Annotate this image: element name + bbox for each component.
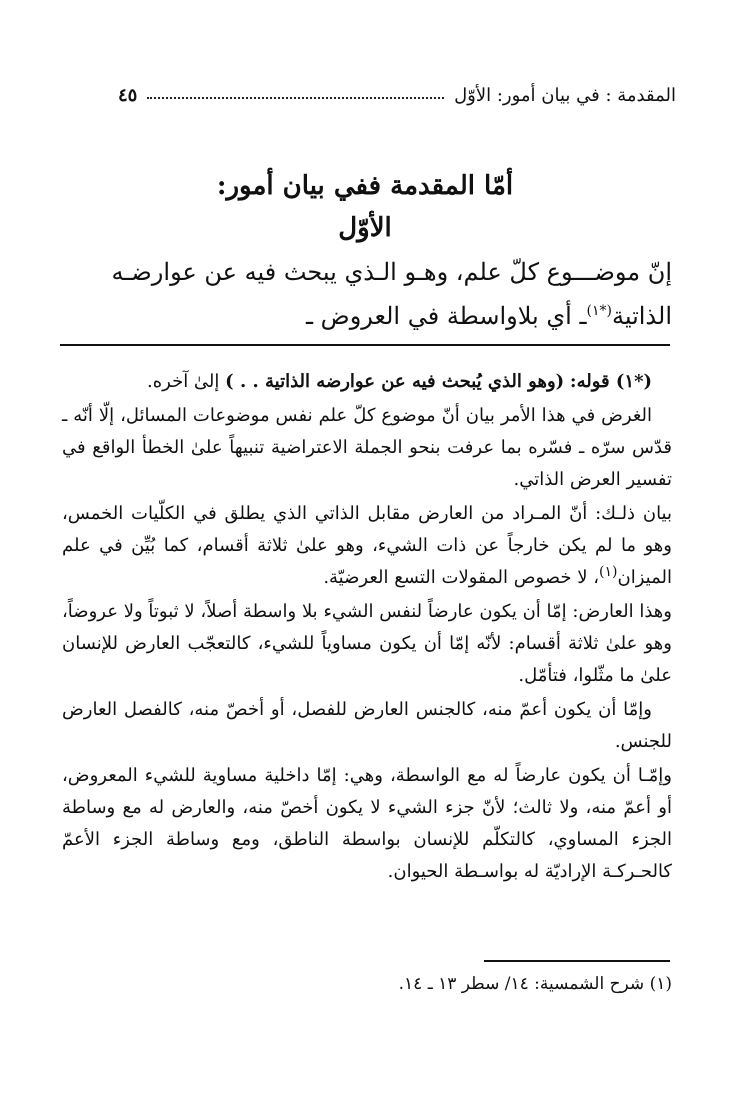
commentary-quote: (وهو الذي يُبحث فيه عن عوارضه الذاتية . . ) (225, 371, 565, 392)
main-line-1: إنّ موضـــوع كلّ علم، وهـو الـذي يبحث فيه عن عوارضـه (111, 258, 672, 286)
running-header (118, 80, 676, 110)
commentary-ref: (*١) قوله: (569, 371, 652, 392)
main-line-2-start: الذاتية (611, 302, 672, 330)
section-title: أمّا المقدمة ففي بيان أمور: (216, 171, 514, 201)
running-title: المقدمة : في بيان أمور: الأوّل (454, 84, 676, 106)
commentary-ref-marker: (*١) (586, 303, 612, 319)
main-separator-rule (60, 344, 670, 346)
commentary-quote-end: إلىٰ آخره. (147, 371, 220, 392)
commentary-para-3 (62, 498, 672, 594)
footnote-ref-marker: (١) (599, 564, 618, 580)
commentary-para-2: الغرض في هذا الأمر بيان أنّ موضوع كلّ علم نفس موضوعات المسائل، إلّا أنّه ـ قدّس سرّه ـ فسّره بما عرفت بنحو الجملة الاعتراضية تنبيهاً علىٰ الخطأ الواقع في تفسير العرض الذاتي. (62, 405, 672, 490)
commentary-para-5: وإمّا أن يكون أعمّ منه، كالجنس العارض للفصل، أو أخصّ منه، كالفصل العارض للجنس. (62, 699, 672, 752)
main-line-2 (104, 294, 672, 338)
commentary-para-4: وهذا العارض: إمّا أن يكون عارضاً لنفس الشيء بلا واسطة أصلاً، لا ثبوتاً ولا عروضاً، وهو علىٰ ثلاثة أقسام: لأنّه إمّا أن يكون مساوياً للشيء، كالتعجّب العارض للإنسان علىٰ ما مثّلوا، فتأمّل. (62, 601, 672, 686)
footnote: (١) شرح الشمسية: ١٤/ سطر ١٣ ـ ١٤. (398, 974, 672, 994)
commentary-para-6: وإمّـا أن يكون عارضاً له مع الواسطة، وهي: إمّا داخلية مساوية للشيء المعروض، أو أعمّ منه، ولا ثالث؛ لأنّ جزء الشيء لا يكون أخصّ منه، والعارض له مع وساطة الجزء المساوي، كالتكلّم للإنسان بواسطة الناطق، ومع وساطة الجزء الأعمّ كالحـركـة الإراديّة له بواسـطة الحيوان. (62, 765, 672, 882)
commentary-para-3-end: ، لا خصوص المقولات التسع العرضيّة. (323, 567, 600, 588)
main-text (104, 250, 672, 338)
commentary-para-3-start: بيان ذلـك: أنّ المـراد من العارض مقابل الذاتي الذي يطلق في الكلّيات الخمس، وهو ما لم يكن خارجاً عن ذات الشيء، وهو علىٰ ثلاثة أقسام، كما بُيِّن في علم الميزان (62, 503, 672, 588)
page-number: ٤٥ (118, 84, 138, 106)
commentary-para-1 (62, 366, 672, 398)
footnote-separator-rule (484, 960, 670, 962)
main-line-2-end: ـ أي بلاواسطة في العروض ـ (306, 302, 587, 330)
commentary-block (62, 366, 672, 890)
section-subtitle: الأوّل (338, 213, 392, 243)
leader-dots (147, 97, 444, 99)
